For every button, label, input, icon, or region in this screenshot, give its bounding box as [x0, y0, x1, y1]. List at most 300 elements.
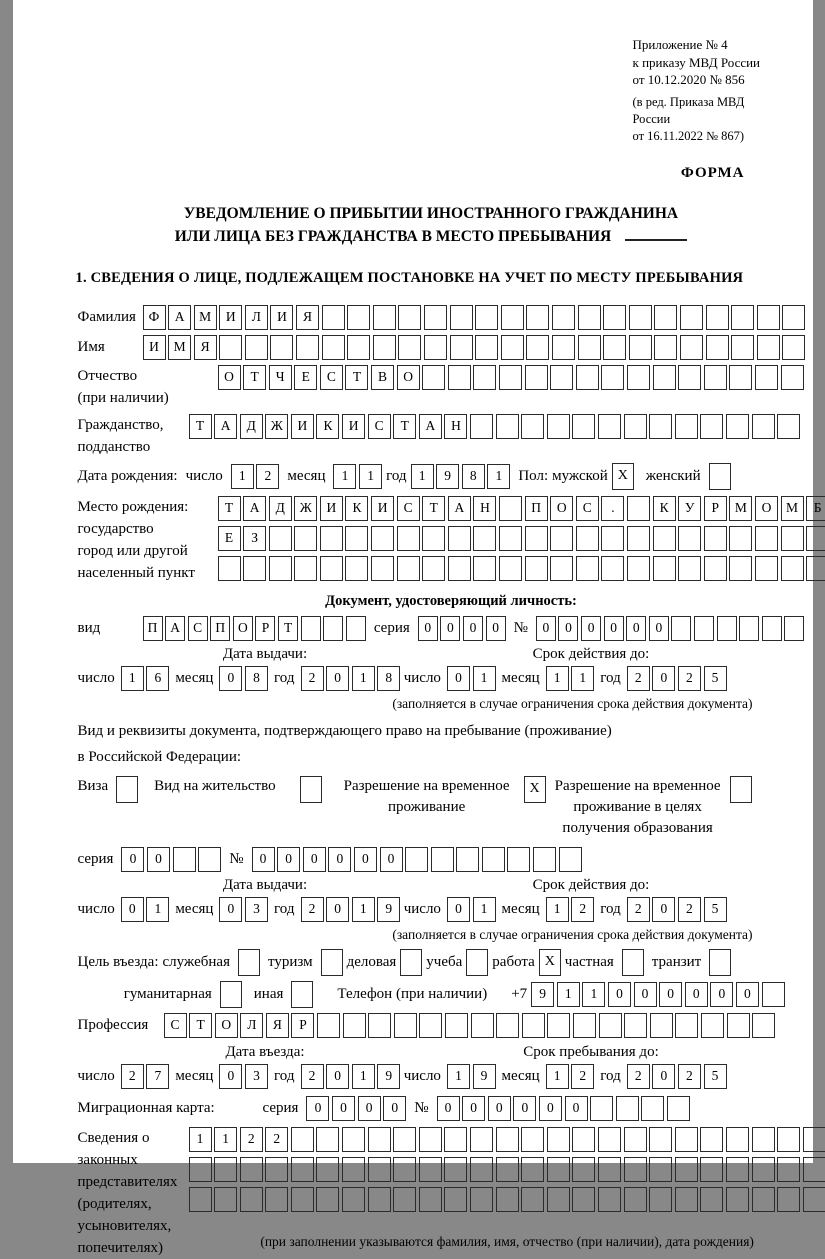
char-cell[interactable] — [739, 616, 759, 641]
char-cell[interactable] — [393, 1127, 416, 1152]
char-cell[interactable] — [667, 1096, 690, 1121]
char-cell[interactable]: 1 — [447, 1064, 470, 1089]
purpose-transit-checkbox[interactable] — [709, 949, 731, 976]
char-cell[interactable] — [189, 1187, 212, 1212]
char-cell[interactable]: 0 — [447, 666, 470, 691]
char-cell[interactable] — [752, 1013, 775, 1038]
birth-place-cells-3[interactable] — [218, 556, 825, 581]
char-cell[interactable] — [473, 526, 496, 551]
char-cell[interactable] — [803, 1127, 825, 1152]
char-cell[interactable] — [675, 414, 698, 439]
char-cell[interactable] — [624, 1157, 647, 1182]
char-cell[interactable] — [675, 1157, 698, 1182]
identity-issue-year-cells[interactable] — [301, 666, 401, 691]
char-cell[interactable] — [397, 526, 420, 551]
surname-cells[interactable] — [143, 305, 806, 330]
char-cell[interactable]: П — [525, 496, 548, 521]
char-cell[interactable]: 0 — [486, 616, 506, 641]
char-cell[interactable]: 0 — [326, 1064, 349, 1089]
char-cell[interactable] — [368, 1127, 391, 1152]
char-cell[interactable]: 1 — [411, 464, 434, 489]
char-cell[interactable] — [675, 1187, 698, 1212]
char-cell[interactable]: И — [320, 496, 343, 521]
char-cell[interactable] — [448, 526, 471, 551]
char-cell[interactable]: 2 — [301, 666, 324, 691]
char-cell[interactable] — [424, 335, 447, 360]
residence-number-cells[interactable] — [252, 847, 582, 872]
char-cell[interactable]: 9 — [473, 1064, 496, 1089]
char-cell[interactable] — [245, 335, 268, 360]
char-cell[interactable] — [475, 305, 498, 330]
char-cell[interactable] — [572, 1157, 595, 1182]
char-cell[interactable] — [521, 414, 544, 439]
purpose-tourism-checkbox[interactable] — [321, 949, 343, 976]
representatives-cells-2[interactable] — [189, 1157, 825, 1182]
char-cell[interactable]: А — [168, 305, 191, 330]
char-cell[interactable] — [342, 1157, 365, 1182]
char-cell[interactable] — [803, 1157, 825, 1182]
char-cell[interactable]: И — [371, 496, 394, 521]
char-cell[interactable] — [346, 616, 366, 641]
char-cell[interactable]: 2 — [301, 1064, 324, 1089]
char-cell[interactable] — [424, 305, 447, 330]
char-cell[interactable]: Л — [245, 305, 268, 330]
char-cell[interactable]: 0 — [652, 1064, 675, 1089]
option-visa-checkbox[interactable] — [116, 776, 138, 803]
char-cell[interactable] — [482, 847, 505, 872]
char-cell[interactable] — [727, 1013, 750, 1038]
char-cell[interactable]: 1 — [352, 1064, 375, 1089]
char-cell[interactable]: 0 — [358, 1096, 381, 1121]
char-cell[interactable]: 1 — [189, 1127, 212, 1152]
char-cell[interactable] — [521, 1127, 544, 1152]
char-cell[interactable]: Я — [266, 1013, 289, 1038]
char-cell[interactable] — [598, 1127, 621, 1152]
char-cell[interactable]: 1 — [557, 982, 580, 1007]
char-cell[interactable]: 1 — [546, 897, 569, 922]
char-cell[interactable] — [678, 556, 701, 581]
char-cell[interactable] — [777, 414, 800, 439]
char-cell[interactable] — [624, 414, 647, 439]
char-cell[interactable] — [590, 1096, 613, 1121]
char-cell[interactable] — [317, 1013, 340, 1038]
char-cell[interactable] — [803, 1187, 825, 1212]
char-cell[interactable]: 2 — [240, 1127, 263, 1152]
char-cell[interactable] — [704, 365, 727, 390]
char-cell[interactable] — [501, 305, 524, 330]
char-cell[interactable] — [320, 526, 343, 551]
char-cell[interactable]: А — [214, 414, 237, 439]
identity-expiry-month-cells[interactable] — [546, 666, 595, 691]
purpose-study-checkbox[interactable] — [466, 949, 488, 976]
char-cell[interactable]: 0 — [383, 1096, 406, 1121]
char-cell[interactable]: М — [194, 305, 217, 330]
char-cell[interactable]: 0 — [536, 616, 556, 641]
char-cell[interactable] — [522, 1013, 545, 1038]
char-cell[interactable]: 1 — [546, 666, 569, 691]
char-cell[interactable]: 0 — [652, 897, 675, 922]
char-cell[interactable] — [521, 1157, 544, 1182]
char-cell[interactable]: А — [165, 616, 185, 641]
char-cell[interactable]: Т — [278, 616, 298, 641]
char-cell[interactable]: 0 — [326, 897, 349, 922]
char-cell[interactable]: 0 — [326, 666, 349, 691]
purpose-private-checkbox[interactable] — [622, 949, 644, 976]
char-cell[interactable] — [501, 335, 524, 360]
char-cell[interactable] — [627, 496, 650, 521]
char-cell[interactable]: Е — [218, 526, 241, 551]
char-cell[interactable] — [601, 526, 624, 551]
char-cell[interactable] — [371, 556, 394, 581]
char-cell[interactable] — [599, 1013, 622, 1038]
char-cell[interactable]: 5 — [704, 897, 727, 922]
char-cell[interactable] — [598, 1187, 621, 1212]
identity-issue-day-cells[interactable] — [121, 666, 170, 691]
char-cell[interactable] — [525, 365, 548, 390]
char-cell[interactable] — [456, 847, 479, 872]
residence-issue-year-cells[interactable] — [301, 897, 401, 922]
char-cell[interactable] — [653, 556, 676, 581]
char-cell[interactable]: А — [419, 414, 442, 439]
char-cell[interactable]: В — [371, 365, 394, 390]
char-cell[interactable]: 0 — [565, 1096, 588, 1121]
char-cell[interactable] — [173, 847, 196, 872]
residence-expiry-day-cells[interactable] — [447, 897, 496, 922]
char-cell[interactable] — [265, 1157, 288, 1182]
char-cell[interactable] — [700, 1127, 723, 1152]
birth-place-cells-1[interactable] — [218, 496, 825, 521]
char-cell[interactable] — [269, 526, 292, 551]
char-cell[interactable] — [499, 365, 522, 390]
char-cell[interactable] — [547, 1127, 570, 1152]
residence-expiry-year-cells[interactable] — [627, 897, 727, 922]
char-cell[interactable] — [675, 1127, 698, 1152]
char-cell[interactable]: 0 — [332, 1096, 355, 1121]
char-cell[interactable] — [345, 526, 368, 551]
char-cell[interactable] — [322, 335, 345, 360]
char-cell[interactable] — [507, 847, 530, 872]
char-cell[interactable] — [368, 1013, 391, 1038]
profession-cells[interactable] — [164, 1013, 776, 1038]
char-cell[interactable] — [470, 414, 493, 439]
char-cell[interactable]: 0 — [306, 1096, 329, 1121]
char-cell[interactable] — [576, 365, 599, 390]
char-cell[interactable]: 2 — [678, 666, 701, 691]
char-cell[interactable] — [781, 556, 804, 581]
char-cell[interactable] — [678, 526, 701, 551]
char-cell[interactable]: Н — [444, 414, 467, 439]
char-cell[interactable]: Ч — [269, 365, 292, 390]
char-cell[interactable]: 0 — [608, 982, 631, 1007]
char-cell[interactable] — [729, 526, 752, 551]
char-cell[interactable] — [601, 365, 624, 390]
char-cell[interactable] — [755, 526, 778, 551]
char-cell[interactable] — [675, 1013, 698, 1038]
char-cell[interactable] — [496, 1157, 519, 1182]
char-cell[interactable] — [345, 556, 368, 581]
char-cell[interactable] — [654, 305, 677, 330]
char-cell[interactable]: С — [164, 1013, 187, 1038]
char-cell[interactable]: К — [345, 496, 368, 521]
char-cell[interactable]: 0 — [649, 616, 669, 641]
char-cell[interactable]: И — [219, 305, 242, 330]
representatives-cells-1[interactable] — [189, 1127, 825, 1152]
char-cell[interactable]: 2 — [627, 1064, 650, 1089]
char-cell[interactable] — [499, 496, 522, 521]
char-cell[interactable] — [450, 305, 473, 330]
char-cell[interactable]: Т — [243, 365, 266, 390]
char-cell[interactable] — [219, 335, 242, 360]
char-cell[interactable] — [550, 526, 573, 551]
char-cell[interactable] — [448, 365, 471, 390]
char-cell[interactable] — [552, 305, 575, 330]
char-cell[interactable] — [444, 1127, 467, 1152]
char-cell[interactable]: 0 — [604, 616, 624, 641]
char-cell[interactable]: 0 — [354, 847, 377, 872]
char-cell[interactable] — [757, 305, 780, 330]
char-cell[interactable] — [603, 335, 626, 360]
char-cell[interactable]: 9 — [377, 1064, 400, 1089]
birth-place-cells-2[interactable] — [218, 526, 825, 551]
char-cell[interactable]: У — [678, 496, 701, 521]
char-cell[interactable]: 0 — [121, 847, 144, 872]
char-cell[interactable]: 5 — [704, 666, 727, 691]
char-cell[interactable] — [654, 335, 677, 360]
char-cell[interactable]: Т — [393, 414, 416, 439]
char-cell[interactable]: 1 — [231, 464, 254, 489]
char-cell[interactable]: И — [143, 335, 166, 360]
char-cell[interactable] — [624, 1187, 647, 1212]
char-cell[interactable] — [294, 556, 317, 581]
char-cell[interactable]: 0 — [652, 666, 675, 691]
char-cell[interactable] — [291, 1127, 314, 1152]
char-cell[interactable] — [653, 526, 676, 551]
char-cell[interactable] — [671, 616, 691, 641]
char-cell[interactable]: Р — [704, 496, 727, 521]
char-cell[interactable] — [627, 556, 650, 581]
char-cell[interactable]: Ф — [143, 305, 166, 330]
char-cell[interactable]: Ж — [294, 496, 317, 521]
char-cell[interactable] — [629, 335, 652, 360]
migration-series-cells[interactable] — [306, 1096, 406, 1121]
char-cell[interactable] — [240, 1157, 263, 1182]
char-cell[interactable] — [347, 335, 370, 360]
char-cell[interactable] — [731, 335, 754, 360]
char-cell[interactable]: А — [448, 496, 471, 521]
char-cell[interactable] — [547, 414, 570, 439]
char-cell[interactable]: 1 — [121, 666, 144, 691]
doc-number-cells[interactable] — [536, 616, 805, 641]
char-cell[interactable]: 1 — [473, 666, 496, 691]
char-cell[interactable]: 0 — [147, 847, 170, 872]
char-cell[interactable] — [316, 1187, 339, 1212]
char-cell[interactable]: 0 — [488, 1096, 511, 1121]
residence-series-cells[interactable] — [121, 847, 221, 872]
char-cell[interactable] — [806, 556, 825, 581]
char-cell[interactable]: 0 — [252, 847, 275, 872]
char-cell[interactable] — [521, 1187, 544, 1212]
residence-issue-month-cells[interactable] — [219, 897, 268, 922]
char-cell[interactable] — [729, 365, 752, 390]
char-cell[interactable]: 0 — [303, 847, 326, 872]
char-cell[interactable]: 0 — [380, 847, 403, 872]
entry-month-cells[interactable] — [219, 1064, 268, 1089]
entry-day-cells[interactable] — [121, 1064, 170, 1089]
char-cell[interactable] — [680, 305, 703, 330]
char-cell[interactable] — [316, 1127, 339, 1152]
char-cell[interactable] — [752, 414, 775, 439]
char-cell[interactable]: 0 — [659, 982, 682, 1007]
char-cell[interactable] — [726, 1157, 749, 1182]
char-cell[interactable] — [269, 556, 292, 581]
purpose-other-checkbox[interactable] — [291, 981, 313, 1008]
char-cell[interactable] — [422, 556, 445, 581]
char-cell[interactable]: Н — [473, 496, 496, 521]
char-cell[interactable]: И — [270, 305, 293, 330]
char-cell[interactable] — [704, 526, 727, 551]
char-cell[interactable] — [726, 414, 749, 439]
char-cell[interactable] — [342, 1127, 365, 1152]
char-cell[interactable] — [448, 556, 471, 581]
sex-female-checkbox[interactable] — [709, 463, 731, 490]
char-cell[interactable] — [393, 1187, 416, 1212]
char-cell[interactable]: 0 — [539, 1096, 562, 1121]
migration-number-cells[interactable] — [437, 1096, 690, 1121]
char-cell[interactable]: 0 — [462, 1096, 485, 1121]
char-cell[interactable] — [471, 1013, 494, 1038]
char-cell[interactable] — [371, 526, 394, 551]
char-cell[interactable] — [762, 616, 782, 641]
char-cell[interactable]: П — [143, 616, 163, 641]
char-cell[interactable] — [398, 305, 421, 330]
char-cell[interactable]: 0 — [513, 1096, 536, 1121]
char-cell[interactable] — [473, 556, 496, 581]
char-cell[interactable]: 6 — [146, 666, 169, 691]
char-cell[interactable] — [422, 365, 445, 390]
representatives-cells-3[interactable] — [189, 1187, 825, 1212]
stay-year-cells[interactable] — [627, 1064, 727, 1089]
char-cell[interactable] — [578, 305, 601, 330]
birth-month-cells[interactable] — [333, 464, 382, 489]
char-cell[interactable]: 7 — [146, 1064, 169, 1089]
char-cell[interactable]: 0 — [437, 1096, 460, 1121]
char-cell[interactable] — [294, 526, 317, 551]
char-cell[interactable]: 1 — [571, 666, 594, 691]
char-cell[interactable]: М — [781, 496, 804, 521]
char-cell[interactable]: Т — [218, 496, 241, 521]
char-cell[interactable]: Т — [345, 365, 368, 390]
char-cell[interactable]: О — [550, 496, 573, 521]
char-cell[interactable] — [598, 1157, 621, 1182]
char-cell[interactable] — [547, 1187, 570, 1212]
char-cell[interactable] — [525, 556, 548, 581]
char-cell[interactable] — [616, 1096, 639, 1121]
char-cell[interactable]: 3 — [245, 897, 268, 922]
char-cell[interactable]: О — [233, 616, 253, 641]
char-cell[interactable]: 0 — [710, 982, 733, 1007]
char-cell[interactable]: 2 — [571, 897, 594, 922]
char-cell[interactable] — [323, 616, 343, 641]
char-cell[interactable]: С — [188, 616, 208, 641]
char-cell[interactable]: Л — [240, 1013, 263, 1038]
char-cell[interactable] — [499, 526, 522, 551]
char-cell[interactable] — [731, 305, 754, 330]
char-cell[interactable] — [445, 1013, 468, 1038]
char-cell[interactable]: О — [397, 365, 420, 390]
char-cell[interactable] — [629, 305, 652, 330]
char-cell[interactable]: 9 — [531, 982, 554, 1007]
char-cell[interactable]: 2 — [301, 897, 324, 922]
char-cell[interactable]: 2 — [627, 666, 650, 691]
char-cell[interactable] — [270, 335, 293, 360]
char-cell[interactable] — [368, 1157, 391, 1182]
char-cell[interactable] — [706, 305, 729, 330]
char-cell[interactable] — [572, 1127, 595, 1152]
char-cell[interactable] — [717, 616, 737, 641]
char-cell[interactable] — [347, 305, 370, 330]
doc-type-cells[interactable] — [143, 616, 366, 641]
char-cell[interactable] — [198, 847, 221, 872]
char-cell[interactable] — [627, 365, 650, 390]
char-cell[interactable] — [547, 1157, 570, 1182]
char-cell[interactable] — [752, 1187, 775, 1212]
char-cell[interactable] — [726, 1127, 749, 1152]
char-cell[interactable]: 3 — [245, 1064, 268, 1089]
purpose-business-checkbox[interactable] — [400, 949, 422, 976]
char-cell[interactable] — [322, 305, 345, 330]
char-cell[interactable] — [444, 1157, 467, 1182]
char-cell[interactable] — [473, 365, 496, 390]
char-cell[interactable]: С — [576, 496, 599, 521]
sex-male-checkbox[interactable]: X — [612, 463, 634, 490]
char-cell[interactable] — [550, 556, 573, 581]
char-cell[interactable] — [624, 1127, 647, 1152]
char-cell[interactable]: А — [243, 496, 266, 521]
char-cell[interactable]: 9 — [377, 897, 400, 922]
char-cell[interactable] — [301, 616, 321, 641]
char-cell[interactable]: М — [729, 496, 752, 521]
char-cell[interactable]: 8 — [462, 464, 485, 489]
char-cell[interactable]: 0 — [736, 982, 759, 1007]
phone-cells[interactable] — [531, 982, 784, 1007]
purpose-official-checkbox[interactable] — [238, 949, 260, 976]
char-cell[interactable] — [757, 335, 780, 360]
char-cell[interactable]: Т — [189, 414, 212, 439]
char-cell[interactable]: 0 — [463, 616, 483, 641]
char-cell[interactable] — [368, 1187, 391, 1212]
char-cell[interactable] — [782, 305, 805, 330]
char-cell[interactable]: 1 — [546, 1064, 569, 1089]
char-cell[interactable] — [291, 1187, 314, 1212]
char-cell[interactable]: Р — [255, 616, 275, 641]
char-cell[interactable] — [624, 1013, 647, 1038]
char-cell[interactable]: 0 — [121, 897, 144, 922]
char-cell[interactable] — [777, 1127, 800, 1152]
char-cell[interactable]: 0 — [447, 897, 470, 922]
char-cell[interactable]: 5 — [704, 1064, 727, 1089]
char-cell[interactable]: 1 — [352, 666, 375, 691]
char-cell[interactable] — [475, 335, 498, 360]
char-cell[interactable] — [496, 1187, 519, 1212]
char-cell[interactable] — [343, 1013, 366, 1038]
char-cell[interactable] — [444, 1187, 467, 1212]
char-cell[interactable]: М — [168, 335, 191, 360]
char-cell[interactable] — [777, 1187, 800, 1212]
char-cell[interactable] — [572, 414, 595, 439]
char-cell[interactable] — [598, 414, 621, 439]
char-cell[interactable] — [450, 335, 473, 360]
char-cell[interactable]: Б — [806, 496, 825, 521]
